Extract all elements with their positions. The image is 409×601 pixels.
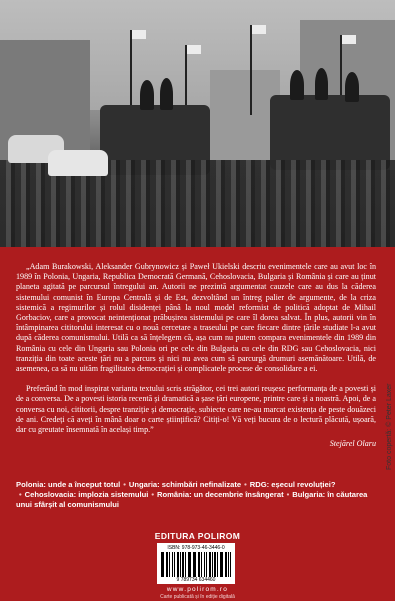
barcode-bars — [161, 552, 231, 577]
blurb-paragraph: „Adam Burakowski, Aleksander Gubrynowicz și Paweł Ukielski descriu evenimentele care au avut loc în 1989 în Polonia, Ungaria, Republica Democrată Germană, Cehoslovacia, Bulgaria și România și care au ținut planeta agitată pe parcursul întregului an. Autorii ne prezintă argumentat cauzele care au dus la căderea sistemului comunist în Europa Centrală și de Est, dezvoltând un întreg palier de argumente, de la criza sistemică a regimurilor și rolul disidenței până la noul model reformist de politică adoptat de Mihail Gorbaciov, care a provocat neintenționat prăbușirea sistemului pe care îl dorea salvat. În plus, autorii vin în întâmpinarea cititorului interesat cu o nouă cercetare a traseului pe care fiecare dintre țările studiate l-a avut după căderea comunismului. Utilă ca să înțelegem că, așa cum nu putem compara evenimentele din 1989 din România cu cele din Ungaria sau Polonia ori pe cele din Bulgaria cu cele din RDG sau Cehoslovacia, nici tranziția din toate aceste țări nu a parcurs și nici nu avea cum să parcurgă drumuri asemănătoare. Utilă, de asemenea, ca să nu uităm fragilitatea democrației și complicatele procese de consolidare a ei. — [16, 262, 376, 374]
chapter-item: Bulgaria: în căutarea unui sfârșit al comunismului — [16, 490, 368, 509]
barcode — [157, 543, 235, 584]
blurb-signature: Stejărel Olaru — [329, 439, 376, 449]
chapter-item: RDG: eșecul revoluției? — [249, 480, 336, 489]
revolution-photo — [0, 0, 395, 247]
blurb-text — [16, 262, 376, 459]
chapter-item: România: un decembrie însângerat — [157, 490, 284, 499]
blurb-paragraph: Preferând în mod inspirat varianta textului scris străgător, cei trei autori reușesc performanța de a povesti și de a conversa. De a povesti istoria recentă și dramatică a șase țări europene, printre care și a noastră. Apoi, de a conversa cu noi, cititorii, despre tranziție și democrație, subiecte care ne-au marcat existența de peste douăzeci de ani. Credeți că aveți în mână doar o carte științifică? Citiți-o! Vă veți bucura de o lectură plăcută, ușoară, dar cu greutate însemnată în același timp.” — [16, 384, 376, 435]
digital-edition-note: Carte publicată și în ediție digitală — [160, 594, 235, 600]
publisher-name: EDITURA POLIROM — [154, 531, 241, 541]
photo-credit: Foto copertă: © Peter Laxer — [386, 383, 393, 470]
barcode-number: 9 789734 634460 — [176, 577, 216, 583]
chapter-item: Cehoslovacia: implozia sistemului — [24, 490, 149, 499]
chapter-list: Polonia: unde a început totul • Ungaria: schimbări nefinalizate • RDG: eșecul revoluției?• Cehoslovacia: implozia sistemului • România: un decembrie însângerat • Bulgaria: în căutarea unui sfârșit al comunismului — [16, 480, 368, 509]
chapter-item: Polonia: unde a început totul — [16, 480, 121, 489]
isbn-text: ISBN: 978-973-46-3446-0 — [167, 545, 225, 551]
publisher-website: www.polirom.ro — [166, 586, 229, 593]
chapter-item: Ungaria: schimbări nefinalizate — [128, 480, 242, 489]
